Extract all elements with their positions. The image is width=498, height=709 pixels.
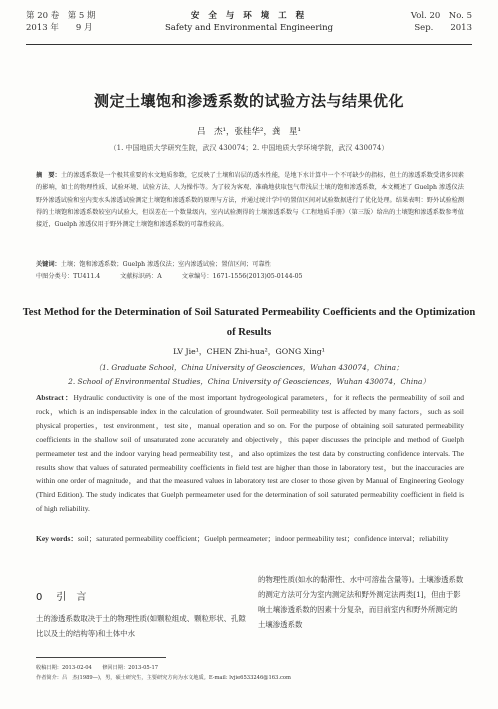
keywords-en-label: Key words： <box>36 534 78 543</box>
affiliation-en-1: （1. Graduate School，China University of Geosciences，Wuhan 430074，China； <box>94 363 404 372</box>
keywords-cn-text: 土壤；饱和渗透系数；Guelph 渗透仪法；室内渗透试验；置信区间；可靠性 <box>60 261 271 268</box>
abstract-cn-text: 土的渗透系数是一个极其重要的水文地质参数，它反映了土壤和岩层的透水性能，是地下水计算中一个不可缺少的指标，但土的渗透系数受诸多因素的影响，如土的物理性质、试验环境、试验方法、人为操作等。为了较为客观、准确地获取包气带浅层土壤的饱和渗透系数，本文概述了 Guelph 渗透仪法野外渗透试验和室内变水头渗透试验测定土壤饱和渗透系数的原理与方法，并通过统计学中的置信区间对试验数据进行了优化处理。结果表明：野外试验检测得的土壤饱和渗透系数较室内试验大，但误差在一个数量级内，室内试验测得的土壤渗透系数与《工程地质手册》（第三版）给出的土壤饱和渗透系数参考值接近，Guelph 渗透仪用于野外测定土壤饱和渗透系数的可靠性较高。 <box>36 172 464 229</box>
journal-name-cn: 安 全 与 环 境 工 程 <box>190 11 308 21</box>
affiliation-en-2: 2. School of Environmental Studies，China University of Geosciences，Wuhan 430074，China） <box>68 376 430 386</box>
section-heading <box>36 588 100 603</box>
volume-number: Vol. 20 No. 5 <box>410 11 472 21</box>
author-bio: 作者简介：吕 杰(1989—)，男，硕士研究生，主要研究方向为水文地质。E-mail: lvjie6533246@163.com <box>36 675 291 681</box>
header-volume <box>411 10 472 34</box>
paper-title-en: Test Method for the Determination of Soil Saturated Permeability Coefficients and the Optimization of Results <box>22 307 476 338</box>
paper-title-cn: 测定土壤饱和渗透系数的试验方法与结果优化 <box>93 92 404 110</box>
footnote-divider <box>36 657 166 658</box>
abstract-cn-label: 摘 要： <box>36 172 61 179</box>
keywords-en-text: soil；saturated permeability coefficient；Guelph permeameter；indoor permeability test；confidence interval；reliability <box>77 534 449 543</box>
abstract-en <box>36 391 464 516</box>
authors-en: LV Jie¹，CHEN Zhi-hua²，GONG Xing¹ <box>173 347 325 356</box>
body-text-left: 土的渗透系数取决于土的物理性质(如颗粒组成、颗粒形状、孔隙比以及土的结构等)和土体中水 <box>36 614 246 638</box>
body-text-right: 的物理性质(如水的黏滞性、水中可溶盐含量等)。土壤渗透系数的测定方法可分为室内测定法和野外测定法两类[1]，但由于影响土壤渗透系数的因素十分复杂，而目前室内和野外所测定的土壤渗透系数 <box>258 575 464 629</box>
abstract-en-label: Abstract： <box>36 393 74 402</box>
date-cn: 2013 年 9 月 <box>26 23 93 33</box>
classification-cn <box>36 271 464 283</box>
article-number: 文章编号：1671-1556(2013)05-0144-05 <box>181 273 303 280</box>
section-title: 引 言 <box>56 592 87 603</box>
issue-cn: 第 20 卷 第 5 期 <box>26 11 96 21</box>
abstract-cn <box>36 170 464 231</box>
keywords-cn <box>36 259 464 271</box>
affiliations-en <box>0 361 498 388</box>
header-journal <box>26 10 472 34</box>
keywords-en <box>36 532 464 546</box>
journal-name-en: Safety and Environmental Engineering <box>164 23 334 33</box>
document-code: 文献标识码：A <box>120 273 162 280</box>
date-en: Sep. 2013 <box>414 23 472 33</box>
section-number: 0 <box>36 592 43 603</box>
authors-cn: 吕 杰¹，张桂华²，龚 星¹ <box>197 127 301 137</box>
affiliations-cn: （1. 中国地质大学研究生院，武汉 430074；2. 中国地质大学环境学院，武汉 430074） <box>109 144 389 152</box>
keywords-cn-label: 关键词： <box>36 261 61 268</box>
abstract-en-text: Hydraulic conductivity is one of the most important hydrogeological parameters，for it reflects the permeability of soil and rock，which is an indispensable index in the calculation of groundwater. Soil permeability test is affected by many factors，such as soil physical properties，test environment，test site，manual operation and so on. For the purpose of obtaining soil saturated permeability coefficients in the shallow soil of unsaturated zone accurately and objectively，this paper discusses the principle and method of Guelph permeameter test and the indoor varying head permeability test，and also optimizes the test data by constructing confidence intervals. The results show that values of saturated permeability coefficients in field test are higher than those in laboratory test，but the inaccuracies are within one order of magnitude，and that the measured values in laboratory test are closer to those given by Manual of Engineering Geology (Third Edition). The study indicates that Guelph permeameter used for the determination of soil saturated permeability coefficient in field is of high reliability. <box>36 393 464 514</box>
footnotes <box>36 663 468 683</box>
received-dates: 收稿日期：2013-02-04 修回日期：2013-05-17 <box>36 665 159 671</box>
clc-number: 中图分类号：TU411.4 <box>36 273 101 280</box>
running-header <box>26 8 472 45</box>
